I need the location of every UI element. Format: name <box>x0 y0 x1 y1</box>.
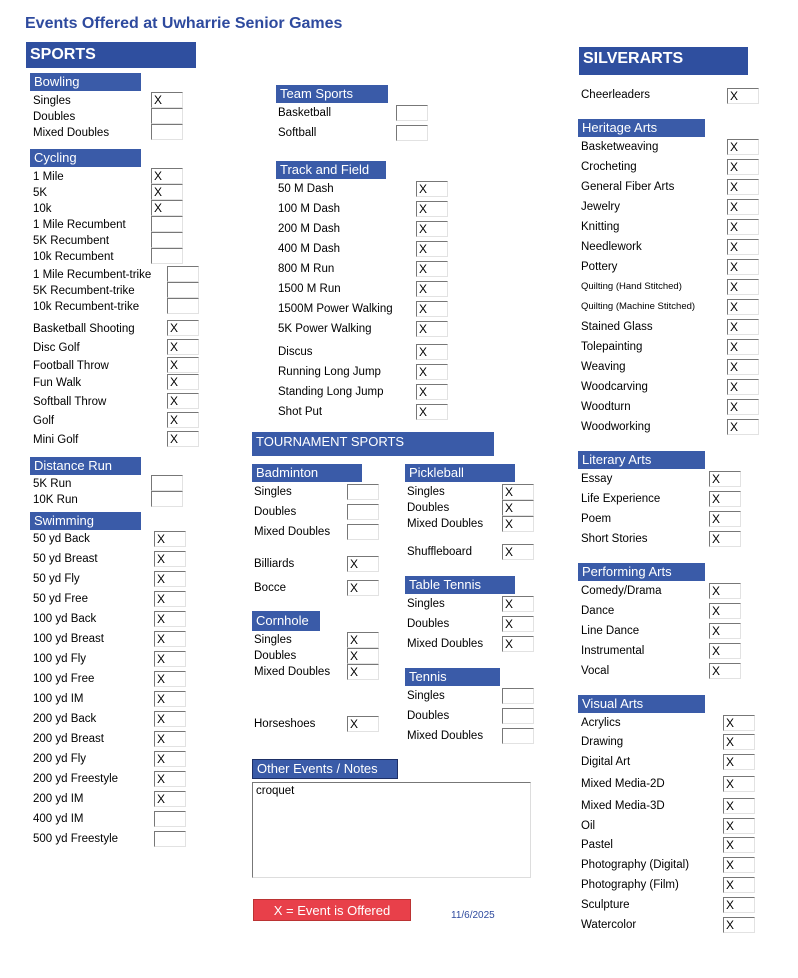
event-offered-box[interactable]: X <box>727 139 759 155</box>
event-label: Vocal <box>581 665 610 677</box>
event-label: 50 M Dash <box>278 183 334 195</box>
event-label: Weaving <box>581 361 626 373</box>
event-offered-box[interactable]: X <box>727 299 759 315</box>
event-label: Doubles <box>254 506 297 518</box>
event-label: Shot Put <box>278 406 323 418</box>
event-label: Basketball <box>278 107 332 119</box>
event-label: 10k Recumbent <box>33 251 114 263</box>
group-header-track-and-field: Track and Field <box>276 161 386 179</box>
event-offered-box[interactable]: X <box>151 92 183 108</box>
event-offered-box[interactable] <box>167 282 199 298</box>
event-label: Basketweaving <box>581 141 659 153</box>
event-label: Oil <box>581 820 596 832</box>
event-offered-box[interactable]: X <box>709 603 741 619</box>
event-offered-box[interactable]: X <box>723 917 755 933</box>
silverarts-section-header: SILVERARTS <box>579 47 748 75</box>
event-offered-box[interactable]: X <box>709 491 741 507</box>
event-label: Digital Art <box>581 756 631 768</box>
event-label: Instrumental <box>581 645 645 657</box>
group-header-cornhole: Cornhole <box>252 611 320 631</box>
event-offered-box[interactable]: X <box>723 877 755 893</box>
event-offered-box[interactable]: X <box>709 511 741 527</box>
event-offered-box[interactable] <box>167 298 199 314</box>
event-offered-box[interactable]: X <box>416 364 448 380</box>
event-offered-box[interactable] <box>347 524 379 540</box>
event-label: Photography (Digital) <box>581 859 690 871</box>
event-label: 200 yd Freestyle <box>33 773 119 785</box>
event-label: Mixed Media-2D <box>581 778 665 790</box>
group-header-table-tennis: Table Tennis <box>405 576 515 594</box>
event-offered-box[interactable]: X <box>727 239 759 255</box>
event-offered-box[interactable]: X <box>154 631 186 647</box>
event-offered-box[interactable]: X <box>723 734 755 750</box>
group-header-cycling: Cycling <box>30 149 141 167</box>
event-label: Woodcarving <box>581 381 648 393</box>
notes-field[interactable]: croquet <box>252 782 531 878</box>
event-label: Watercolor <box>581 919 637 931</box>
event-label: Pottery <box>581 261 618 273</box>
event-label: Jewelry <box>581 201 620 213</box>
event-label: Cheerleaders <box>581 89 651 101</box>
event-offered-box[interactable] <box>151 108 183 124</box>
event-offered-box[interactable]: X <box>416 241 448 257</box>
event-offered-box[interactable]: X <box>727 359 759 375</box>
event-offered-box[interactable]: X <box>416 384 448 400</box>
event-offered-box[interactable]: X <box>154 731 186 747</box>
event-offered-box[interactable]: X <box>154 691 186 707</box>
event-label: Photography (Film) <box>581 879 679 891</box>
event-offered-box[interactable] <box>502 728 534 744</box>
event-offered-box[interactable]: X <box>709 583 741 599</box>
event-offered-box[interactable]: X <box>347 580 379 596</box>
event-label: 1 Mile <box>33 171 64 183</box>
event-label: 100 yd Fly <box>33 653 87 665</box>
event-offered-box[interactable]: X <box>709 531 741 547</box>
event-label: Shuffleboard <box>407 546 473 558</box>
event-label: 100 M Dash <box>278 203 341 215</box>
event-offered-box[interactable] <box>396 105 428 121</box>
event-offered-box[interactable]: X <box>416 201 448 217</box>
event-offered-box[interactable] <box>151 248 183 264</box>
event-offered-box[interactable]: X <box>727 88 759 104</box>
event-offered-box[interactable] <box>347 504 379 520</box>
event-offered-box[interactable] <box>151 124 183 140</box>
event-label: 100 yd Breast <box>33 633 104 645</box>
group-header-performing-arts: Performing Arts <box>578 563 705 581</box>
date-label: 11/6/2025 <box>451 910 495 921</box>
event-offered-box[interactable]: X <box>502 516 534 532</box>
event-label: Singles <box>407 486 445 498</box>
event-offered-box[interactable] <box>167 266 199 282</box>
group-header-bowling: Bowling <box>30 73 141 91</box>
event-label: 200 yd Fly <box>33 753 87 765</box>
event-offered-box[interactable]: X <box>723 754 755 770</box>
event-label: Basketball Shooting <box>33 323 135 335</box>
event-offered-box[interactable]: X <box>154 711 186 727</box>
event-label: 5K Run <box>33 478 72 490</box>
event-label: Doubles <box>407 502 450 514</box>
event-label: Doubles <box>407 618 450 630</box>
event-offered-box[interactable]: X <box>154 791 186 807</box>
event-label: 50 yd Free <box>33 593 88 605</box>
event-offered-box[interactable] <box>502 688 534 704</box>
event-offered-box[interactable]: X <box>154 531 186 547</box>
event-label: Quilting (Machine Stitched) <box>581 301 696 312</box>
event-label: Mixed Media-3D <box>581 800 665 812</box>
event-label: Doubles <box>33 111 76 123</box>
event-label: 100 yd Free <box>33 673 95 685</box>
event-offered-box[interactable]: X <box>727 319 759 335</box>
group-header-literary-arts: Literary Arts <box>578 451 705 469</box>
event-label: Singles <box>254 634 292 646</box>
event-offered-box[interactable] <box>151 491 183 507</box>
event-label: 200 yd IM <box>33 793 84 805</box>
event-label: Woodturn <box>581 401 631 413</box>
event-offered-box[interactable]: X <box>154 751 186 767</box>
event-offered-box[interactable]: X <box>709 643 741 659</box>
event-offered-box[interactable]: X <box>727 379 759 395</box>
event-label: Doubles <box>254 650 297 662</box>
event-label: Knitting <box>581 221 620 233</box>
event-label: Golf <box>33 415 55 427</box>
event-offered-box[interactable]: X <box>167 339 199 355</box>
event-offered-box[interactable]: X <box>167 374 199 390</box>
event-offered-box[interactable] <box>396 125 428 141</box>
event-label: Mixed Doubles <box>254 666 331 678</box>
event-offered-box[interactable]: X <box>167 412 199 428</box>
event-label: Singles <box>254 486 292 498</box>
event-offered-box[interactable]: X <box>154 771 186 787</box>
event-label: 100 yd IM <box>33 693 84 705</box>
event-label: Drawing <box>581 736 624 748</box>
group-header-swimming: Swimming <box>30 512 141 530</box>
event-offered-box[interactable]: X <box>151 200 183 216</box>
event-label: Essay <box>581 473 613 485</box>
event-label: 5K Recumbent-trike <box>33 285 135 297</box>
event-label: Mini Golf <box>33 434 79 446</box>
event-label: 50 yd Back <box>33 533 90 545</box>
event-label: Comedy/Drama <box>581 585 662 597</box>
event-label: Acrylics <box>581 717 621 729</box>
event-offered-box[interactable]: X <box>727 339 759 355</box>
event-offered-box[interactable] <box>154 831 186 847</box>
event-offered-box[interactable] <box>502 708 534 724</box>
event-offered-box[interactable]: X <box>416 321 448 337</box>
event-offered-box[interactable]: X <box>154 571 186 587</box>
event-label: General Fiber Arts <box>581 181 675 193</box>
event-offered-box[interactable]: X <box>154 591 186 607</box>
event-label: Mixed Doubles <box>254 526 331 538</box>
event-label: Woodworking <box>581 421 651 433</box>
page-title: Events Offered at Uwharrie Senior Games <box>25 15 343 32</box>
legend-badge: X = Event is Offered <box>253 899 411 921</box>
event-label: Standing Long Jump <box>278 386 384 398</box>
event-label: Life Experience <box>581 493 661 505</box>
event-offered-box[interactable]: X <box>151 168 183 184</box>
event-offered-box[interactable]: X <box>502 616 534 632</box>
event-label: Singles <box>407 690 445 702</box>
event-label: Softball Throw <box>33 396 107 408</box>
event-label: Needlework <box>581 241 642 253</box>
event-offered-box[interactable] <box>151 216 183 232</box>
event-label: 500 yd Freestyle <box>33 833 119 845</box>
event-offered-box[interactable]: X <box>709 623 741 639</box>
event-offered-box[interactable]: X <box>723 818 755 834</box>
event-label: 5K <box>33 187 48 199</box>
event-label: 1 Mile Recumbent-trike <box>33 269 152 281</box>
event-label: Discus <box>278 346 313 358</box>
event-offered-box[interactable] <box>151 232 183 248</box>
event-label: Football Throw <box>33 360 109 372</box>
event-label: 200 M Dash <box>278 223 341 235</box>
event-offered-box[interactable]: X <box>154 551 186 567</box>
event-label: 10K Run <box>33 494 78 506</box>
event-offered-box[interactable]: X <box>727 199 759 215</box>
event-label: 400 yd IM <box>33 813 84 825</box>
event-offered-box[interactable]: X <box>723 776 755 792</box>
event-offered-box[interactable]: X <box>502 500 534 516</box>
event-offered-box[interactable]: X <box>502 596 534 612</box>
event-label: Horseshoes <box>254 718 316 730</box>
group-header-pickleball: Pickleball <box>405 464 515 482</box>
event-offered-box[interactable]: X <box>416 181 448 197</box>
event-offered-box[interactable]: X <box>727 179 759 195</box>
other-events-header: Other Events / Notes <box>252 759 398 779</box>
event-offered-box[interactable]: X <box>727 259 759 275</box>
event-label: 400 M Dash <box>278 243 341 255</box>
event-label: Mixed Doubles <box>33 127 110 139</box>
event-offered-box[interactable]: X <box>416 301 448 317</box>
event-label: 50 yd Breast <box>33 553 98 565</box>
event-label: Fun Walk <box>33 377 82 389</box>
group-header-team-sports: Team Sports <box>276 85 388 103</box>
event-offered-box[interactable]: X <box>723 857 755 873</box>
event-offered-box[interactable]: X <box>416 281 448 297</box>
event-offered-box[interactable]: X <box>727 399 759 415</box>
event-label: Mixed Doubles <box>407 518 484 530</box>
event-offered-box[interactable]: X <box>347 556 379 572</box>
event-offered-box[interactable]: X <box>154 671 186 687</box>
event-offered-box[interactable]: X <box>154 651 186 667</box>
event-label: Disc Golf <box>33 342 80 354</box>
event-offered-box[interactable]: X <box>167 320 199 336</box>
event-label: 10k <box>33 203 52 215</box>
event-label: 200 yd Back <box>33 713 97 725</box>
event-label: Pastel <box>581 839 613 851</box>
event-offered-box[interactable]: X <box>416 221 448 237</box>
group-header-distance-run: Distance Run <box>30 457 141 475</box>
event-label: Line Dance <box>581 625 640 637</box>
event-offered-box[interactable]: X <box>416 404 448 420</box>
event-offered-box[interactable]: X <box>502 636 534 652</box>
event-offered-box[interactable]: X <box>416 261 448 277</box>
event-label: 1 Mile Recumbent <box>33 219 126 231</box>
group-header-tennis: Tennis <box>405 668 500 686</box>
event-label: Quilting (Hand Stitched) <box>581 281 682 292</box>
group-header-visual-arts: Visual Arts <box>578 695 705 713</box>
event-offered-box[interactable]: X <box>727 159 759 175</box>
event-offered-box[interactable]: X <box>416 344 448 360</box>
event-label: 200 yd Breast <box>33 733 104 745</box>
event-offered-box[interactable]: X <box>347 716 379 732</box>
event-label: Running Long Jump <box>278 366 381 378</box>
event-label: Short Stories <box>581 533 648 545</box>
event-offered-box[interactable]: X <box>709 471 741 487</box>
group-header-badminton: Badminton <box>252 464 362 482</box>
event-label: Poem <box>581 513 612 525</box>
event-label: Singles <box>407 598 445 610</box>
event-label: 50 yd Fly <box>33 573 80 585</box>
event-label: Doubles <box>407 710 450 722</box>
event-label: 5K Power Walking <box>278 323 372 335</box>
group-header-heritage-arts: Heritage Arts <box>578 119 705 137</box>
event-offered-box[interactable] <box>151 475 183 491</box>
event-offered-box[interactable]: X <box>709 663 741 679</box>
event-label: 10k Recumbent-trike <box>33 301 140 313</box>
event-offered-box[interactable]: X <box>151 184 183 200</box>
event-offered-box[interactable] <box>154 811 186 827</box>
event-label: 100 yd Back <box>33 613 97 625</box>
sports-section-header: SPORTS <box>26 42 196 68</box>
event-label: 1500M Power Walking <box>278 303 393 315</box>
event-label: Softball <box>278 127 317 139</box>
event-label: 800 M Run <box>278 263 335 275</box>
event-label: Sculpture <box>581 899 630 911</box>
event-offered-box[interactable]: X <box>502 484 534 500</box>
event-offered-box[interactable]: X <box>154 611 186 627</box>
event-label: Singles <box>33 95 71 107</box>
event-label: Mixed Doubles <box>407 638 484 650</box>
event-offered-box[interactable]: X <box>167 431 199 447</box>
event-offered-box[interactable]: X <box>723 798 755 814</box>
event-offered-box[interactable]: X <box>723 897 755 913</box>
event-label: Mixed Doubles <box>407 730 484 742</box>
event-label: Bocce <box>254 582 286 594</box>
event-offered-box[interactable]: X <box>167 357 199 373</box>
event-offered-box[interactable]: X <box>347 632 379 648</box>
event-offered-box[interactable]: X <box>723 715 755 731</box>
event-offered-box[interactable]: X <box>502 544 534 560</box>
event-label: Tolepainting <box>581 341 643 353</box>
event-label: Billiards <box>254 558 295 570</box>
event-label: 1500 M Run <box>278 283 341 295</box>
event-label: Dance <box>581 605 615 617</box>
event-offered-box[interactable] <box>347 484 379 500</box>
event-offered-box[interactable]: X <box>347 664 379 680</box>
event-label: Stained Glass <box>581 321 653 333</box>
tournament-section-header: TOURNAMENT SPORTS <box>252 432 494 456</box>
event-offered-box[interactable]: X <box>167 393 199 409</box>
event-offered-box[interactable]: X <box>727 279 759 295</box>
event-label: Crocheting <box>581 161 637 173</box>
event-offered-box[interactable]: X <box>727 419 759 435</box>
event-label: 5K Recumbent <box>33 235 110 247</box>
event-offered-box[interactable]: X <box>347 648 379 664</box>
event-offered-box[interactable]: X <box>723 837 755 853</box>
event-offered-box[interactable]: X <box>727 219 759 235</box>
